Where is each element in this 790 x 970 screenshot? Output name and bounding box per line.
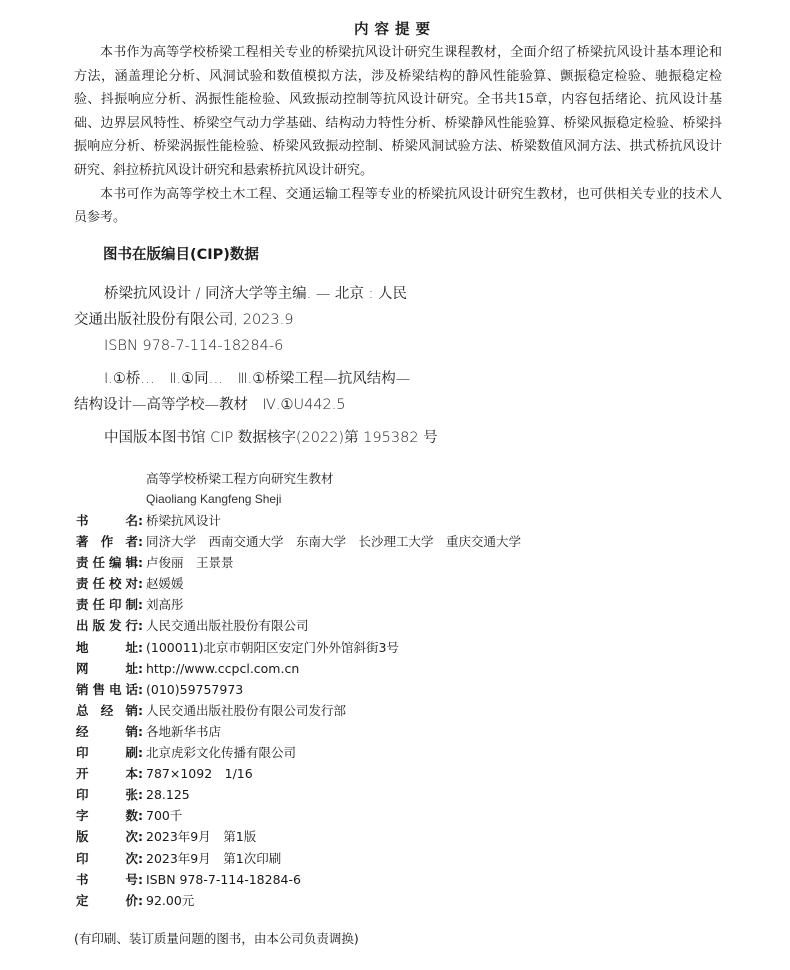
colophon-label: 责 任 印 制 [76,597,138,613]
colophon-label: 印 刷 [76,745,138,761]
colophon-row [76,805,756,826]
colophon-value: 同济大学 西南交通大学 东南大学 长沙理工大学 重庆交通大学 [146,534,522,550]
cip-line-2: 交通出版社股份有限公司, 2023.9 [74,312,294,328]
colophon-value: 刘高彤 [146,597,184,613]
summary-paragraph-1: 本书作为高等学校桥梁工程相关专业的桥梁抗风设计研究生课程教材，全面介绍了桥梁抗风设计基本理论和方法，涵盖理论分析、风洞试验和数值模拟方法，涉及桥梁结构的静风性能验算、颤振稳定检验、驰振稳定检验、抖振响应分析、涡振性能检验、风致振动控制等抗风设计研究。全书共15章，内容包括绪论、抗风设计基础、边界层风特性、桥梁空气动力学基础、结构动力特性分析、桥梁静风性能验算、桥梁风振稳定检验、桥梁抖振响应分析、桥梁涡振性能检验、桥梁风致振动控制、桥梁风洞试验方法、桥梁数值风洞方法、拱式桥抗风设计研究、斜拉桥抗风设计研究和悬索桥抗风设计研究。 [74,45,722,178]
colophon-value: 人民交通出版社股份有限公司 [146,618,309,634]
series-name: 高等学校桥梁工程方向研究生教材 [146,471,334,486]
colophon-label: 地 址 [76,639,138,655]
summary-heading: 内容提要 [354,22,436,38]
colophon-label: 经 销 [76,723,138,739]
cip-line-6: 中国版本图书馆 CIP 数据核字(2022)第 195382 号 [104,430,438,446]
colophon-label: 网 址 [76,660,138,676]
series-info [146,469,334,509]
summary-paragraph-2: 本书可作为高等学校土木工程、交通运输工程等专业的桥梁抗风设计研究生教材，也可供相关专业的技术人员参考。 [74,186,722,226]
colophon-colon: : [138,660,143,676]
colophon-value: 赵媛媛 [146,576,184,592]
colophon-label: 出 版 发 行 [76,618,138,634]
colophon-colon: : [138,534,143,550]
colophon-row [76,848,756,869]
colophon-value: 92.00元 [146,892,195,908]
colophon-value: (100011)北京市朝阳区安定门外外馆斜街3号 [146,639,399,655]
colophon-colon: : [138,766,143,782]
colophon-row [76,890,756,911]
colophon-colon: : [138,597,143,613]
colophon-value: 28.125 [146,787,190,803]
colophon-value: 700千 [146,808,183,824]
colophon-label: 责 任 校 对 [76,576,138,592]
colophon-row [76,721,756,742]
colophon-colon: : [138,513,143,528]
summary-text [74,41,722,230]
colophon-label: 责 任 编 辑 [76,555,138,571]
cip-record [74,281,734,359]
colophon-value: (010)59757973 [146,681,244,697]
colophon-row [76,510,756,531]
colophon-colon: : [138,639,143,655]
colophon-row [76,700,756,721]
colophon-colon: : [138,892,143,908]
colophon-row [76,552,756,573]
colophon-row [76,594,756,615]
colophon-label: 印 张 [76,787,138,803]
colophon-colon: : [138,745,143,761]
colophon-row [76,658,756,679]
colophon-colon: : [138,829,143,845]
colophon-row [76,615,756,636]
colophon-colon: : [138,871,143,887]
colophon-value: 2023年9月 第1次印刷 [146,850,282,866]
cip-line-5: 结构设计—高等学校—教材 Ⅳ.①U442.5 [74,397,346,413]
colophon-row [76,826,756,847]
colophon-label: 字 数 [76,808,138,824]
cip-classification [74,366,734,418]
colophon-label: 书 号 [76,871,138,887]
cip-line-4: Ⅰ.①桥… Ⅱ.①同… Ⅲ.①桥梁工程—抗风结构— [104,371,411,387]
colophon-table [76,510,756,911]
colophon-row [76,573,756,594]
colophon-value: ISBN 978-7-114-18284-6 [146,871,301,887]
colophon-colon: : [138,555,143,571]
colophon-value: 各地新华书店 [146,723,222,739]
colophon-label: 书 名 [76,513,138,528]
colophon-value: 卢俊丽 王景景 [146,555,234,571]
colophon-value: 人民交通出版社股份有限公司发行部 [146,702,347,718]
colophon-colon: : [138,723,143,739]
colophon-label: 版 次 [76,829,138,845]
colophon-colon: : [138,702,143,718]
cip-line-1: 桥梁抗风设计 / 同济大学等主编. — 北京 : 人民 [104,286,408,302]
colophon-label: 著 作 者 [76,534,138,550]
colophon-colon: : [138,618,143,634]
series-pinyin: Qiaoliang Kangfeng Sheji [146,492,282,506]
cip-title: 图书在版编目(CIP)数据 [103,247,259,263]
colophon-label: 销 售 电 话 [76,681,138,697]
colophon-value: 桥梁抗风设计 [146,513,222,528]
colophon-value: http://www.ccpcl.com.cn [146,660,300,676]
colophon-label: 印 次 [76,850,138,866]
colophon-row [76,531,756,552]
colophon-colon: : [138,808,143,824]
colophon-row [76,637,756,658]
quality-footnote: (有印刷、装订质量问题的图书，由本公司负责调换) [74,931,359,946]
colophon-colon: : [138,576,143,592]
colophon-label: 总 经 销 [76,702,138,718]
colophon-row [76,742,756,763]
colophon-value: 2023年9月 第1版 [146,829,257,845]
colophon-value: 北京虎彩文化传播有限公司 [146,745,297,761]
colophon-colon: : [138,681,143,697]
colophon-colon: : [138,850,143,866]
colophon-row [76,784,756,805]
colophon-label: 定 价 [76,892,138,908]
cip-number [74,425,734,451]
colophon-row [76,763,756,784]
colophon-row [76,679,756,700]
colophon-value: 787×1092 1/16 [146,766,253,782]
colophon-colon: : [138,787,143,803]
colophon-row [76,869,756,890]
cip-line-3: ISBN 978-7-114-18284-6 [104,338,284,354]
colophon-label: 开 本 [76,766,138,782]
